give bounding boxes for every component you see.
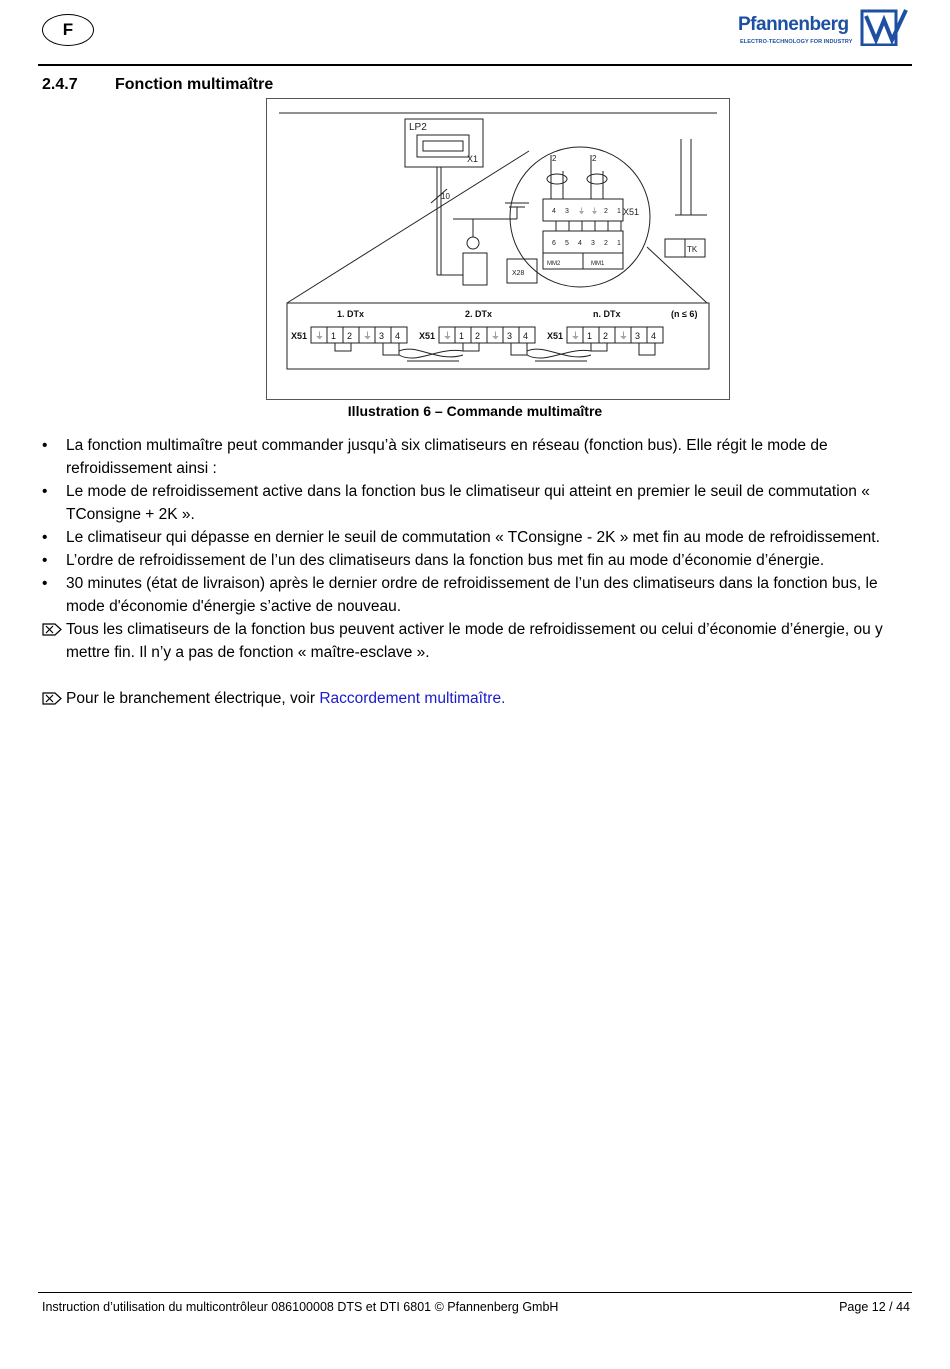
- unit-terminal: 4: [395, 331, 401, 341]
- upper-terminal-label: 4: [552, 208, 556, 215]
- lower-terminal-label: 4: [578, 240, 582, 247]
- unit-terminal: 2: [347, 331, 353, 341]
- footer-page-number: Page 12 / 44: [839, 1300, 910, 1314]
- note-item: [42, 687, 912, 710]
- bullet-text: Le mode de refroidissement active dans la fonction bus le climatiseur qui atteint en premier le seuil de commutation « TConsigne + 2K ».: [66, 483, 870, 523]
- bullet-item: [42, 526, 912, 549]
- unit-terminal: ⏚: [571, 331, 581, 341]
- unit-terminal: 1: [331, 331, 337, 341]
- wiring-diagram-figure: [266, 98, 730, 400]
- bullet-text: Le climatiseur qui dépasse en dernier le seuil de commutation « TConsigne - 2K » met fin au mode de refroidissement.: [66, 529, 880, 546]
- header-rule: [38, 64, 912, 66]
- pfannenberg-logo-mark-icon: [860, 8, 910, 46]
- spacer: [42, 664, 912, 687]
- bullet-item: [42, 549, 912, 572]
- unit-terminal: ⏚: [315, 331, 325, 341]
- unit-terminal: 1: [459, 331, 465, 341]
- unit-terminal: 3: [379, 331, 385, 341]
- bullet-item: [42, 434, 912, 480]
- mm2-label: MM2: [547, 261, 561, 267]
- wire-tag: 2: [592, 154, 597, 163]
- x51-magnified-label: X51: [623, 207, 640, 217]
- upper-terminal-label: 3: [565, 208, 569, 215]
- lower-terminal-label: 1: [617, 240, 621, 247]
- tk-label: TK: [687, 245, 698, 254]
- lp2-label: LP2: [409, 122, 427, 133]
- unit-connector-label: X51: [547, 331, 564, 341]
- round-connector: [467, 237, 479, 249]
- bottom-connector: [463, 253, 487, 285]
- wire-count-label: 10: [441, 192, 450, 201]
- unit-connector-label: X51: [291, 331, 308, 341]
- lp2-header-pins: [417, 135, 469, 157]
- bullet-dot-icon: •: [42, 575, 48, 592]
- pfannenberg-logo: [738, 8, 910, 52]
- wiring-diagram: [267, 99, 729, 399]
- bullet-text: La fonction multimaître peut commander jusqu’à six climatiseurs en réseau (fonction bus). Elle régit le mode de refroidissement ainsi :: [66, 437, 828, 477]
- unit-title: 1. DTx: [337, 309, 365, 319]
- upper-terminal-label: 2: [604, 208, 608, 215]
- unit-terminal: 3: [635, 331, 641, 341]
- language-badge: F: [42, 14, 94, 46]
- unit-terminal: ⏚: [363, 331, 373, 341]
- raccordement-multimaitre-link[interactable]: Raccordement multimaître.: [319, 690, 506, 707]
- x28-label: X28: [512, 270, 525, 277]
- unit-terminal: ⏚: [491, 331, 501, 341]
- note-text: Tous les climatiseurs de la fonction bus peuvent activer le mode de refroidissement ou celui d’économie d’énergie, ou y mettre fin. Il n’y a pas de fonction « maître-esclave ».: [66, 621, 883, 661]
- footer-document-title: Instruction d’utilisation du multicontrôleur 086100008 DTS et DTI 6801 © Pfannenberg GmbH: [42, 1300, 559, 1314]
- bullet-text: L’ordre de refroidissement de l’un des climatiseurs dans la fonction bus met fin au mode d’économie d’énergie.: [66, 552, 825, 569]
- unit-terminal: 1: [587, 331, 593, 341]
- body-text: [42, 434, 912, 710]
- bullet-dot-icon: •: [42, 552, 48, 569]
- note-pointer-icon: [42, 692, 62, 705]
- wire-tag: 2: [552, 154, 557, 163]
- note-text: Pour le branchement électrique, voir: [66, 690, 320, 707]
- magnifier-circle: [510, 147, 650, 287]
- upper-terminal-label: ⏚: [591, 208, 598, 215]
- note-pointer-icon: [42, 623, 62, 636]
- bullet-dot-icon: •: [42, 483, 48, 500]
- unit-terminal: 4: [651, 331, 657, 341]
- x1-label: X1: [467, 154, 479, 164]
- upper-terminal-label: ⏚: [578, 208, 585, 215]
- lower-terminal-label: 2: [604, 240, 608, 247]
- figure-caption: Illustration 6 – Commande multimaître: [347, 403, 603, 419]
- bullet-item: [42, 572, 912, 618]
- lp2-pin-row: [423, 141, 463, 151]
- section-title: Fonction multimaître: [115, 76, 274, 93]
- bus-wire: [335, 343, 351, 351]
- mm1-label: MM1: [591, 261, 605, 267]
- unit-terminal: 4: [523, 331, 529, 341]
- note-item: [42, 618, 912, 664]
- unit-terminal: 3: [507, 331, 513, 341]
- lower-terminal-label: 6: [552, 240, 556, 247]
- lower-terminal-label: 3: [591, 240, 595, 247]
- bullet-dot-icon: •: [42, 529, 48, 546]
- unit-title: n. DTx: [593, 309, 621, 319]
- unit-terminal: 2: [475, 331, 481, 341]
- unit-terminal: ⏚: [443, 331, 453, 341]
- lower-terminal-label: 5: [565, 240, 569, 247]
- section-heading: [42, 76, 273, 94]
- bullet-text: 30 minutes (état de livraison) après le dernier ordre de refroidissement de l’un des climatiseurs dans la fonction bus, le mode d'économie d'énergie s’active de nouveau.: [66, 575, 878, 615]
- unit-title: 2. DTx: [465, 309, 493, 319]
- logo-tagline: ELECTRO-TECHNOLOGY FOR INDUSTRY: [740, 39, 853, 45]
- bullet-item: [42, 480, 912, 526]
- unit-connector-label: X51: [419, 331, 436, 341]
- logo-wordmark: Pfannenberg: [738, 14, 849, 35]
- section-number: 2.4.7: [42, 76, 78, 93]
- limit-note: (n ≤ 6): [671, 309, 698, 319]
- unit-terminal: 2: [603, 331, 609, 341]
- upper-terminal-label: 1: [617, 208, 621, 215]
- unit-terminal: ⏚: [619, 331, 629, 341]
- footer-rule: [38, 1292, 912, 1293]
- bullet-dot-icon: •: [42, 437, 48, 454]
